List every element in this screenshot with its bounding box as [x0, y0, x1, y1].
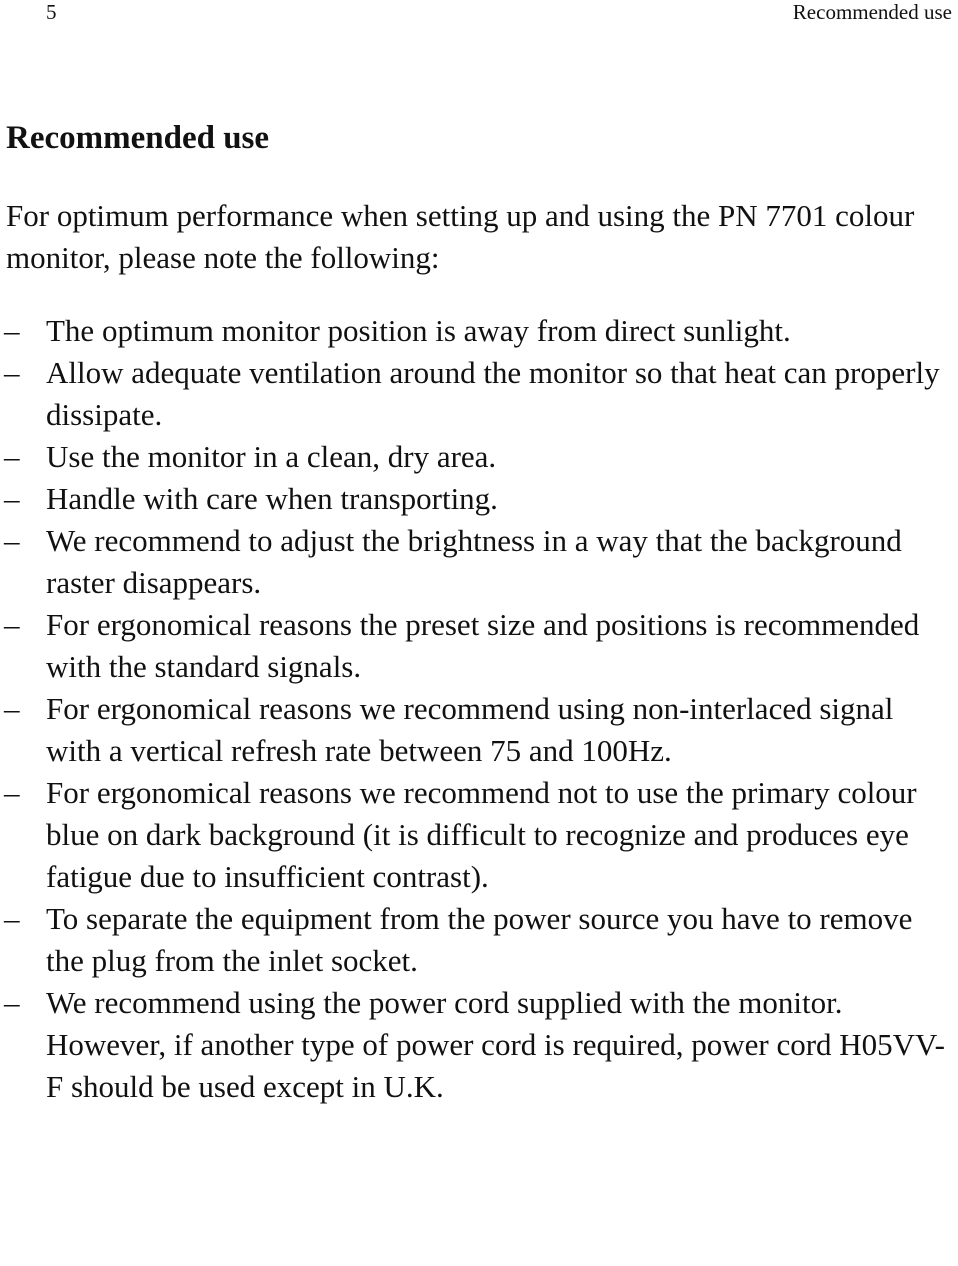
- list-item: [0, 604, 958, 688]
- list-item-text: Use the monitor in a clean, dry area.: [46, 439, 497, 474]
- list-item-text: Allow adequate ventilation around the monitor so that heat can properly dissipate.: [46, 355, 940, 432]
- list-item-text: Handle with care when transporting.: [46, 481, 498, 516]
- list-item: [0, 352, 958, 436]
- list-item-text: For ergonomical reasons we recommend using non-interlaced signal with a vertical refresh rate between 75 and 100Hz.: [46, 691, 894, 768]
- dash-bullet: –: [4, 523, 20, 558]
- list-item-text: The optimum monitor position is away from direct sunlight.: [46, 313, 791, 348]
- list-item: [0, 520, 958, 604]
- list-item-text: We recommend to adjust the brightness in a way that the background raster disappears.: [46, 523, 902, 600]
- dash-bullet: –: [4, 481, 20, 516]
- list-item: [0, 478, 958, 520]
- page-number: 5: [46, 0, 57, 24]
- running-header: Recommended use: [792, 0, 952, 24]
- list-item: [0, 982, 958, 1108]
- list-item-text: For ergonomical reasons we recommend not to use the primary colour blue on dark background (it is difficult to recognize and produces eye fatigue due to insufficient contrast).: [46, 775, 917, 894]
- list-item: [0, 898, 958, 982]
- dash-bullet: –: [4, 607, 20, 642]
- list-item-text: We recommend using the power cord supplied with the monitor. However, if another type of power cord is required, power cord H05VV-F should be used except in U.K.: [46, 985, 945, 1104]
- intro-paragraph: For optimum performance when setting up and using the PN 7701 colour monitor, please note the following:: [6, 198, 915, 275]
- dash-bullet: –: [4, 691, 20, 726]
- dash-bullet: –: [4, 355, 20, 390]
- dash-bullet: –: [4, 985, 20, 1020]
- list-item: [0, 310, 958, 352]
- dash-bullet: –: [4, 901, 20, 936]
- list-item: [0, 436, 958, 478]
- dash-bullet: –: [4, 439, 20, 474]
- list-item: [0, 688, 958, 772]
- dash-bullet: –: [4, 313, 20, 348]
- list-item: [0, 772, 958, 898]
- page-title: Recommended use: [6, 120, 270, 156]
- list-item-text: For ergonomical reasons the preset size and positions is recommended with the standard signals.: [46, 607, 920, 684]
- dash-bullet: –: [4, 775, 20, 810]
- recommendation-list: [0, 310, 958, 1108]
- list-item-text: To separate the equipment from the power source you have to remove the plug from the inlet socket.: [46, 901, 913, 978]
